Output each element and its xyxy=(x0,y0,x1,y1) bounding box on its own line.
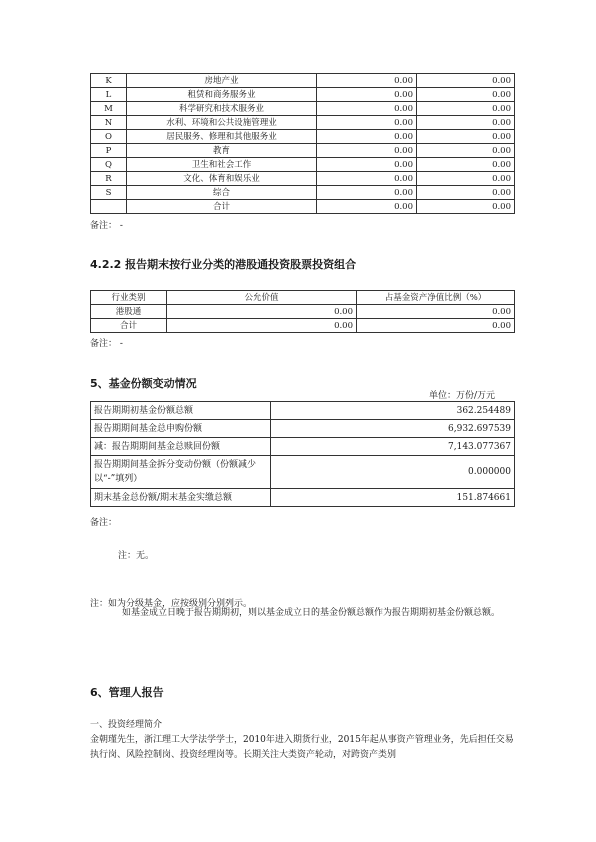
fair-value: 0.00 xyxy=(317,88,417,102)
footnote-2: 如基金成立日晚于报告期期初，则以基金成立日的基金份额总额作为报告期期初基金份额总额。 xyxy=(122,608,501,618)
nav-ratio: 0.00 xyxy=(417,116,515,130)
nav-ratio: 0.00 xyxy=(417,200,515,214)
share-item-label: 报告期期间基金总申购份额 xyxy=(91,420,271,438)
industry-code: O xyxy=(91,130,127,144)
table-row xyxy=(91,88,515,102)
section-6-title: 6、管理人报告 xyxy=(90,686,164,699)
industry-code: P xyxy=(91,144,127,158)
section-6-paragraph: 金朝瑾先生，浙江理工大学法学学士，2010年进入期货行业，2015年起从事资产管理业务，先后担任交易执行岗、风险控制岗、投资经理岗等。长期关注大类资产轮动，对跨资产类别 xyxy=(90,735,514,760)
table-row xyxy=(91,305,515,319)
footnote-1: 注：如为分级基金，应按级别分别列示。 xyxy=(90,599,253,609)
table-row xyxy=(91,489,515,507)
section-5-title: 5、基金份额变动情况 xyxy=(90,377,197,390)
industry-name: 综合 xyxy=(127,186,317,200)
fair-value: 0.00 xyxy=(317,102,417,116)
table-row xyxy=(91,144,515,158)
share-item-label: 报告期期初基金份额总额 xyxy=(91,402,271,420)
share-item-label: 报告期期间基金拆分变动份额（份额减少以“-”填列） xyxy=(91,456,271,489)
table-row xyxy=(91,102,515,116)
industry-table-note: 备注： - xyxy=(90,221,123,231)
share-item-value: 6,932.697539 xyxy=(271,420,515,438)
fair-value: 0.00 xyxy=(317,130,417,144)
table-row xyxy=(91,172,515,186)
table-row xyxy=(91,200,515,214)
nav-ratio: 0.00 xyxy=(417,158,515,172)
share-item-value: 151.874661 xyxy=(271,489,515,507)
nav-ratio: 0.00 xyxy=(417,172,515,186)
nav-ratio: 0.00 xyxy=(417,130,515,144)
industry-name: 租赁和商务服务业 xyxy=(127,88,317,102)
industry-name: 科学研究和技术服务业 xyxy=(127,102,317,116)
nav-ratio: 0.00 xyxy=(417,88,515,102)
industry-code xyxy=(91,200,127,214)
table-row xyxy=(91,319,515,333)
section-422-title: 4.2.2 报告期末按行业分类的港股通投资股票投资组合 xyxy=(90,258,357,271)
category-cell: 合计 xyxy=(91,319,167,333)
fair-value: 0.00 xyxy=(317,186,417,200)
industry-code: S xyxy=(91,186,127,200)
table-row xyxy=(91,402,515,420)
hk-connect-note: 备注： - xyxy=(90,339,123,349)
nav-ratio: 0.00 xyxy=(417,74,515,88)
fund-share-remark: 注：无。 xyxy=(118,551,155,561)
industry-code: Q xyxy=(91,158,127,172)
industry-code: R xyxy=(91,172,127,186)
share-item-label: 减：报告期期间基金总赎回份额 xyxy=(91,438,271,456)
nav-ratio: 0.00 xyxy=(417,186,515,200)
fair-value: 0.00 xyxy=(167,305,357,319)
section-6-subtitle: 一、投资经理简介 xyxy=(90,720,163,730)
industry-table xyxy=(90,73,515,214)
table-row xyxy=(91,456,515,489)
unit-label: 单位：万份/万元 xyxy=(429,391,496,401)
industry-code: N xyxy=(91,116,127,130)
fair-value: 0.00 xyxy=(317,74,417,88)
fair-value: 0.00 xyxy=(317,158,417,172)
share-item-value: 0.000000 xyxy=(271,456,515,489)
industry-code: K xyxy=(91,74,127,88)
fair-value: 0.00 xyxy=(317,116,417,130)
header-nav-ratio: 占基金资产净值比例（%） xyxy=(357,291,515,305)
nav-ratio: 0.00 xyxy=(417,144,515,158)
industry-name: 房地产业 xyxy=(127,74,317,88)
category-cell: 港股通 xyxy=(91,305,167,319)
table-row xyxy=(91,158,515,172)
fund-share-table xyxy=(90,401,515,507)
fund-share-note: 备注： xyxy=(90,518,118,528)
table-row xyxy=(91,130,515,144)
fair-value: 0.00 xyxy=(317,172,417,186)
header-fair-value: 公允价值 xyxy=(167,291,357,305)
fair-value: 0.00 xyxy=(317,200,417,214)
table-row xyxy=(91,438,515,456)
industry-code: L xyxy=(91,88,127,102)
industry-code: M xyxy=(91,102,127,116)
industry-name: 文化、体育和娱乐业 xyxy=(127,172,317,186)
header-category: 行业类别 xyxy=(91,291,167,305)
nav-ratio: 0.00 xyxy=(417,102,515,116)
nav-ratio: 0.00 xyxy=(357,305,515,319)
share-item-value: 7,143.077367 xyxy=(271,438,515,456)
table-row xyxy=(91,74,515,88)
fair-value: 0.00 xyxy=(317,144,417,158)
nav-ratio: 0.00 xyxy=(357,319,515,333)
table-row xyxy=(91,116,515,130)
share-item-label: 期末基金总份额/期末基金实缴总额 xyxy=(91,489,271,507)
industry-name: 教育 xyxy=(127,144,317,158)
table-row xyxy=(91,186,515,200)
industry-name: 居民服务、修理和其他服务业 xyxy=(127,130,317,144)
industry-name: 合计 xyxy=(127,200,317,214)
industry-name: 水利、环境和公共设施管理业 xyxy=(127,116,317,130)
fair-value: 0.00 xyxy=(167,319,357,333)
share-item-value: 362.254489 xyxy=(271,402,515,420)
hk-connect-table xyxy=(90,290,515,333)
table-row xyxy=(91,420,515,438)
industry-name: 卫生和社会工作 xyxy=(127,158,317,172)
